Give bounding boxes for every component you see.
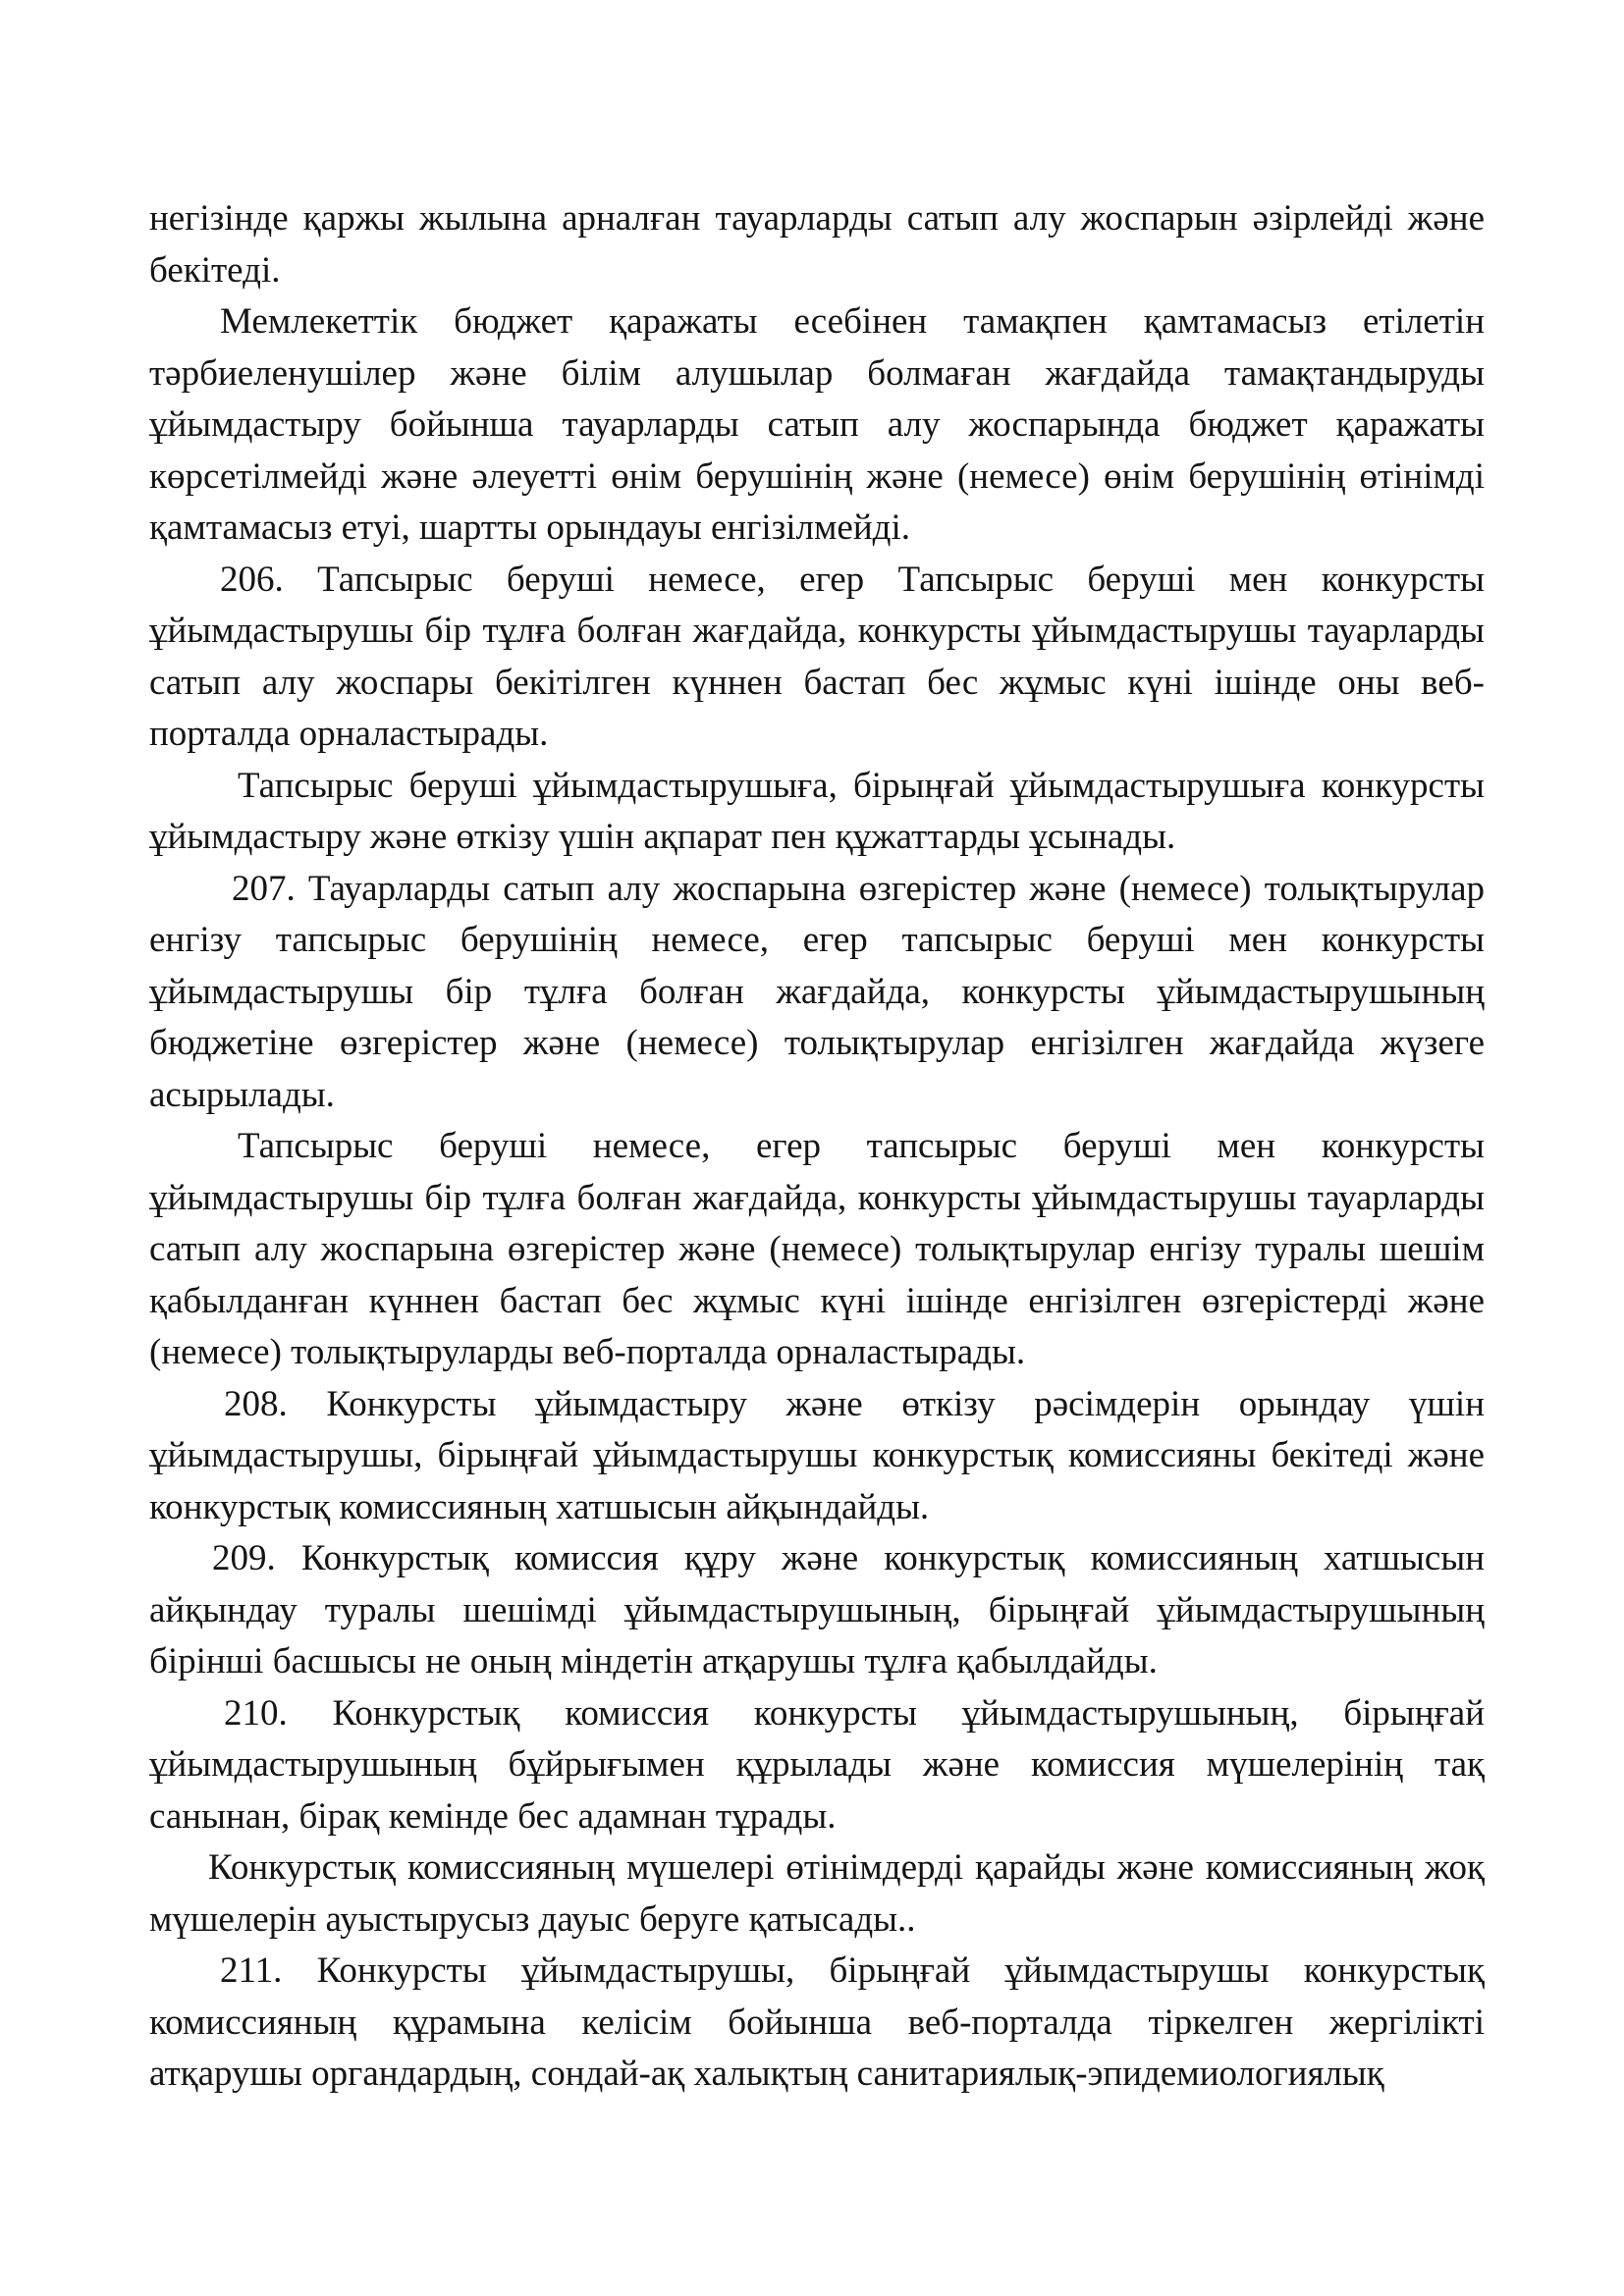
paragraph-209: 209. Конкурстық комиссия құру және конкурстық комиссияның хатшысын айқындау туралы шешімді ұйымдастырушының, бірыңғай ұйымдастырушының бірінші басшысы не оның міндетін атқарушы тұлға қабылдайды. [149,1538,1485,1682]
paragraph-207: 207. Тауарларды сатып алу жоспарына өзгерістер және (немесе) толықтырулар енгізу тапсырыс берушінің немесе, егер тапсырыс беруші мен конкурсты ұйымдастырушы бір тұлға болған жағдайда, конкурсты ұйымдастырушының бюджетіне өзгерістер және (немесе) толықтырулар енгізілген жағдайда жүзеге асырылады. [149,868,1485,1115]
paragraph-211: 211. Конкурсты ұйымдастырушы, бірыңғай ұйымдастырушы конкурстық комиссияның құрамына келісім бойынша веб-порталда тіркелген жергілікті атқарушы органдардың, сондай-ақ халықтың санитариялық-эпидемиологиялық [149,1950,1485,2094]
paragraph-continuation: негізінде қаржы жылына арналған тауарларды сатып алу жоспарын әзірлейді және бекітеді. [149,198,1485,291]
paragraph-210: 210. Конкурстық комиссия конкурсты ұйымдастырушының, бірыңғай ұйымдастырушының бұйрығымен құрылады және комиссия мүшелерінің тақ санынан, бірақ кемінде бес адамнан тұрады. [149,1692,1485,1837]
paragraph-210-members: Конкурстық комиссияның мүшелері өтінімдерді қарайды және комиссияның жоқ мүшелерін ауыстырусыз дауыс беруге қатысады.. [149,1847,1485,1940]
document-page [149,193,1485,2101]
paragraph-206-customer-info: Тапсырыс беруші ұйымдастырушыға, бірыңғай ұйымдастырушыға конкурсты ұйымдастыру және өткізу үшін ақпарат пен құжаттарды ұсынады. [149,765,1485,857]
paragraph-207-publication: Тапсырыс беруші немесе, егер тапсырыс беруші мен конкурсты ұйымдастырушы бір тұлға болған жағдайда, конкурсты ұйымдастырушы тауарларды сатып алу жоспарына өзгерістер және (немесе) толықтырулар енгізу туралы шешім қабылданған күннен бастап бес жұмыс күні ішінде енгізілген өзгерістерді және (немесе) толықтыруларды веб-порталда орналастырады. [149,1126,1485,1372]
paragraph-208: 208. Конкурсты ұйымдастыру және өткізу рәсімдерін орындау үшін ұйымдастырушы, бірыңғай ұйымдастырушы конкурстық комиссияны бекітеді және конкурстық комиссияның хатшысын айқындайды. [149,1383,1485,1527]
paragraph-206: 206. Тапсырыс беруші немесе, егер Тапсырыс беруші мен конкурсты ұйымдастырушы бір тұлға болған жағдайда, конкурсты ұйымдастырушы тауарларды сатып алу жоспары бекітілген күннен бастап бес жұмыс күні ішінде оны веб-порталда орналастырады. [149,559,1485,754]
paragraph-budget-funds: Мемлекеттік бюджет қаражаты есебінен тамақпен қамтамасыз етілетін тәрбиеленушілер және білім алушылар болмаған жағдайда тамақтандыруды ұйымдастыру бойынша тауарларды сатып алу жоспарында бюджет қаражаты көрсетілмейді және әлеуетті өнім берушінің және (немесе) өнім берушінің өтінімді қамтамасыз етуі, шартты орындауы енгізілмейді. [149,301,1485,548]
